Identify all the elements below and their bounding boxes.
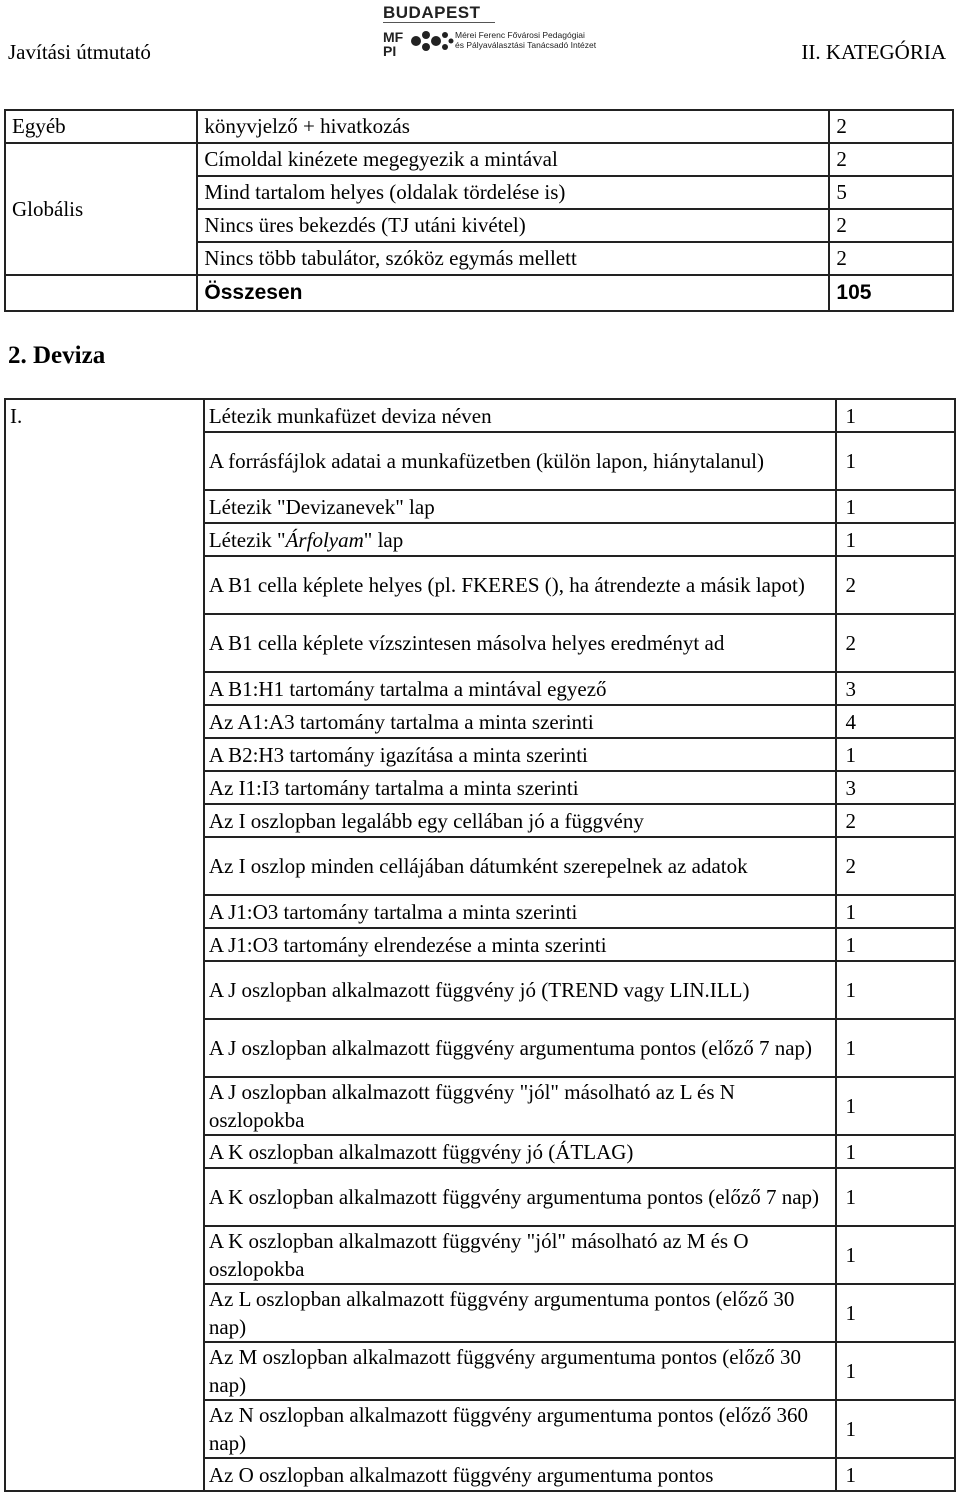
criterion-text: könyvjelző + hivatkozás xyxy=(197,110,829,143)
points-value: 2 xyxy=(829,242,953,275)
criterion-text: A K oszlopban alkalmazott függvény jó (ÁTLAG) xyxy=(204,1135,837,1168)
table-row xyxy=(5,1077,955,1135)
criterion-text: Létezik munkafüzet deviza néven xyxy=(204,399,837,432)
logo-divider xyxy=(383,22,495,26)
points-value: 5 xyxy=(829,176,953,209)
group-label: Globális xyxy=(5,143,197,275)
points-value: 2 xyxy=(829,110,953,143)
total-value: 105 xyxy=(829,275,953,311)
table-row xyxy=(5,804,955,837)
empty-cell xyxy=(5,432,204,490)
table-row xyxy=(5,1226,955,1284)
empty-cell xyxy=(5,705,204,738)
points-value: 4 xyxy=(836,705,955,738)
empty-cell xyxy=(5,1458,204,1491)
empty-cell xyxy=(5,672,204,705)
empty-cell xyxy=(5,1135,204,1168)
scoring-table-global xyxy=(4,109,954,312)
table-row xyxy=(5,961,955,1019)
criterion-text: Címoldal kinézete megegyezik a mintával xyxy=(197,143,829,176)
total-label: Összesen xyxy=(197,275,829,311)
criterion-text: A K oszlopban alkalmazott függvény "jól" másolható az M és O oszlopokba xyxy=(204,1226,837,1284)
points-value: 1 xyxy=(836,399,955,432)
criterion-text-part: Létezik " xyxy=(208,527,286,552)
group-label: I. xyxy=(5,399,204,432)
table-row xyxy=(5,143,953,176)
table-row xyxy=(5,1342,955,1400)
criterion-text: Az I oszlop minden cellájában dátumként szerepelnek az adatok xyxy=(204,837,837,895)
points-value: 2 xyxy=(829,143,953,176)
criterion-text: Az I oszlopban legalább egy cellában jó a függvény xyxy=(204,804,837,837)
points-value: 1 xyxy=(836,895,955,928)
points-value: 2 xyxy=(836,804,955,837)
criterion-text xyxy=(204,523,837,556)
criterion-text-part: " lap xyxy=(363,527,404,552)
criterion-text: A B1 cella képlete helyes (pl. FKERES (), ha átrendezte a másik lapot) xyxy=(204,556,837,614)
empty-cell xyxy=(5,1019,204,1077)
table-row xyxy=(5,1168,955,1226)
empty-cell xyxy=(5,275,197,311)
header-right-title: II. KATEGÓRIA xyxy=(801,40,946,64)
table-row xyxy=(5,1400,955,1458)
points-value: 1 xyxy=(836,738,955,771)
criterion-text: Az O oszlopban alkalmazott függvény argumentuma pontos xyxy=(204,1458,837,1491)
points-value: 1 xyxy=(836,1077,955,1135)
table-row xyxy=(5,1135,955,1168)
table-row xyxy=(5,672,955,705)
empty-cell xyxy=(5,1284,204,1342)
empty-cell xyxy=(5,1077,204,1135)
points-value: 1 xyxy=(836,1458,955,1491)
points-value: 1 xyxy=(836,1342,955,1400)
criterion-text: Létezik "Devizanevek" lap xyxy=(204,490,837,523)
criterion-text: Az A1:A3 tartomány tartalma a minta szerinti xyxy=(204,705,837,738)
empty-cell xyxy=(5,556,204,614)
points-value: 1 xyxy=(836,1284,955,1342)
section-title: 2. Deviza xyxy=(8,342,106,369)
header-left-title: Javítási útmutató xyxy=(8,40,151,64)
empty-cell xyxy=(5,523,204,556)
points-value: 1 xyxy=(836,432,955,490)
institute-logo-icon xyxy=(410,29,454,53)
empty-cell xyxy=(5,837,204,895)
points-value: 2 xyxy=(836,614,955,672)
empty-cell xyxy=(5,928,204,961)
points-value: 1 xyxy=(836,1168,955,1226)
empty-cell xyxy=(5,771,204,804)
table-row xyxy=(5,490,955,523)
table-row xyxy=(5,110,953,143)
table-row xyxy=(5,771,955,804)
table-row xyxy=(5,928,955,961)
empty-cell xyxy=(5,1168,204,1226)
points-value: 1 xyxy=(836,928,955,961)
points-value: 1 xyxy=(836,1400,955,1458)
table-row xyxy=(5,837,955,895)
criterion-text: Az N oszlopban alkalmazott függvény argumentuma pontos (előző 360 nap) xyxy=(204,1400,837,1458)
criterion-text: A J1:O3 tartomány tartalma a minta szerinti xyxy=(204,895,837,928)
table-row xyxy=(5,705,955,738)
points-value: 2 xyxy=(836,837,955,895)
criterion-text: A B2:H3 tartomány igazítása a minta szerinti xyxy=(204,738,837,771)
table-row xyxy=(5,399,955,432)
table-row xyxy=(5,556,955,614)
table-row xyxy=(5,1284,955,1342)
scoring-table-deviza xyxy=(4,398,956,1492)
mfpi-logo: MF PI xyxy=(383,29,404,59)
points-value: 1 xyxy=(836,1019,955,1077)
points-value: 2 xyxy=(829,209,953,242)
points-value: 3 xyxy=(836,771,955,804)
table-row xyxy=(5,1019,955,1077)
criterion-text: A J1:O3 tartomány elrendezése a minta szerinti xyxy=(204,928,837,961)
criterion-text: A J oszlopban alkalmazott függvény "jól" másolható az L és N oszlopokba xyxy=(204,1077,837,1135)
points-value: 1 xyxy=(836,523,955,556)
points-value: 3 xyxy=(836,672,955,705)
table-row xyxy=(5,614,955,672)
criterion-text: Mind tartalom helyes (oldalak tördelése is) xyxy=(197,176,829,209)
criterion-text: A B1:H1 tartomány tartalma a mintával egyező xyxy=(204,672,837,705)
points-value: 1 xyxy=(836,1226,955,1284)
points-value: 1 xyxy=(836,961,955,1019)
table-row xyxy=(5,432,955,490)
table-row xyxy=(5,895,955,928)
criterion-text: Nincs több tabulátor, szóköz egymás mellett xyxy=(197,242,829,275)
table-row xyxy=(5,738,955,771)
empty-cell xyxy=(5,1342,204,1400)
criterion-text: Az M oszlopban alkalmazott függvény argumentuma pontos (előző 30 nap) xyxy=(204,1342,837,1400)
points-value: 2 xyxy=(836,556,955,614)
criterion-text: A J oszlopban alkalmazott függvény argumentuma pontos (előző 7 nap) xyxy=(204,1019,837,1077)
points-value: 1 xyxy=(836,1135,955,1168)
budapest-logo: BUDAPEST xyxy=(383,3,481,22)
empty-cell xyxy=(5,490,204,523)
table-row xyxy=(5,1458,955,1491)
criterion-text: Az L oszlopban alkalmazott függvény argumentuma pontos (előző 30 nap) xyxy=(204,1284,837,1342)
points-value: 1 xyxy=(836,490,955,523)
criterion-text: A K oszlopban alkalmazott függvény argumentuma pontos (előző 7 nap) xyxy=(204,1168,837,1226)
institute-name: Mérei Ferenc Fővárosi Pedagógiai és Pályaválasztási Tanácsadó Intézet xyxy=(455,30,597,50)
criterion-text: A forrásfájlok adatai a munkafüzetben (külön lapon, hiánytalanul) xyxy=(204,432,837,490)
empty-cell xyxy=(5,804,204,837)
empty-cell xyxy=(5,738,204,771)
criterion-text: Nincs üres bekezdés (TJ utáni kivétel) xyxy=(197,209,829,242)
empty-cell xyxy=(5,1400,204,1458)
criterion-text: A J oszlopban alkalmazott függvény jó (TREND vagy LIN.ILL) xyxy=(204,961,837,1019)
empty-cell xyxy=(5,614,204,672)
criterion-text: Az I1:I3 tartomány tartalma a minta szerinti xyxy=(204,771,837,804)
empty-cell xyxy=(5,961,204,1019)
table-row xyxy=(5,523,955,556)
criterion-text: A B1 cella képlete vízszintesen másolva helyes eredményt ad xyxy=(204,614,837,672)
group-label: Egyéb xyxy=(5,110,197,143)
total-row xyxy=(5,275,953,311)
empty-cell xyxy=(5,895,204,928)
page-header xyxy=(0,0,960,80)
criterion-text-italic: Árfolyam xyxy=(285,527,364,552)
empty-cell xyxy=(5,1226,204,1284)
